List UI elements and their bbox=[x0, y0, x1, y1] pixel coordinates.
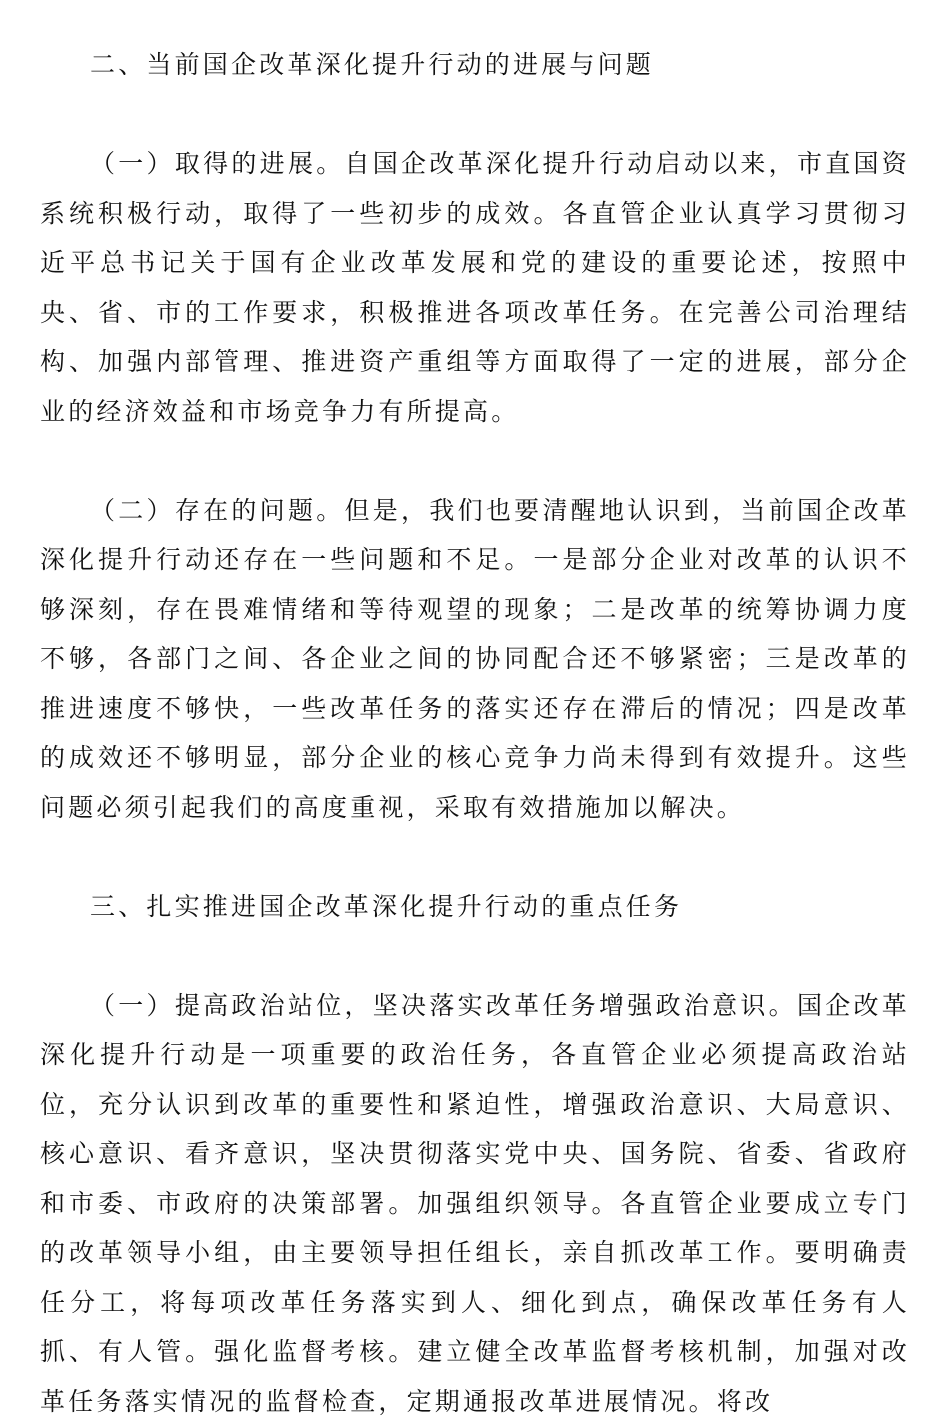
progress-paragraph: （一）取得的进展。自国企改革深化提升行动启动以来，市直国资系统积极行动，取得了一些初步的成效。各直管企业认真学习贯彻习近平总书记关于国有企业改革发展和党的建设的重要论述，按照中央、省、市的工作要求，积极推进各项改革任务。在完善公司治理结构、加强内部管理、推进资产重组等方面取得了一定的进展，部分企业的经济效益和市场竞争力有所提高。 bbox=[40, 139, 910, 436]
paragraph-gap bbox=[40, 436, 910, 486]
problems-paragraph: （二）存在的问题。但是，我们也要清醒地认识到，当前国企改革深化提升行动还存在一些问题和不足。一是部分企业对改革的认识不够深刻，存在畏难情绪和等待观望的现象；二是改革的统筹协调力度不够，各部门之间、各企业之间的协同配合还不够紧密；三是改革的推进速度不够快，一些改革任务的落实还存在滞后的情况；四是改革的成效还不够明显，部分企业的核心竞争力尚未得到有效提升。这些问题必须引起我们的高度重视，采取有效措施加以解决。 bbox=[40, 486, 910, 833]
paragraph-gap bbox=[40, 90, 910, 140]
document-page bbox=[40, 40, 910, 1426]
paragraph-gap bbox=[40, 832, 910, 882]
tasks-paragraph: （一）提高政治站位，坚决落实改革任务增强政治意识。国企改革深化提升行动是一项重要的政治任务，各直管企业必须提高政治站位，充分认识到改革的重要性和紧迫性，增强政治意识、大局意识、核心意识、看齐意识，坚决贯彻落实党中央、国务院、省委、省政府和市委、市政府的决策部署。加强组织领导。各直管企业要成立专门的改革领导小组，由主要领导担任组长，亲自抓改革工作。要明确责任分工，将每项改革任务落实到人、细化到点，确保改革任务有人抓、有人管。强化监督考核。建立健全改革监督考核机制，加强对改革任务落实情况的监督检查，定期通报改革进展情况。将改 bbox=[40, 981, 910, 1426]
section-2-heading: 二、当前国企改革深化提升行动的进展与问题 bbox=[40, 40, 910, 90]
section-3-heading: 三、扎实推进国企改革深化提升行动的重点任务 bbox=[40, 882, 910, 932]
paragraph-gap bbox=[40, 931, 910, 981]
